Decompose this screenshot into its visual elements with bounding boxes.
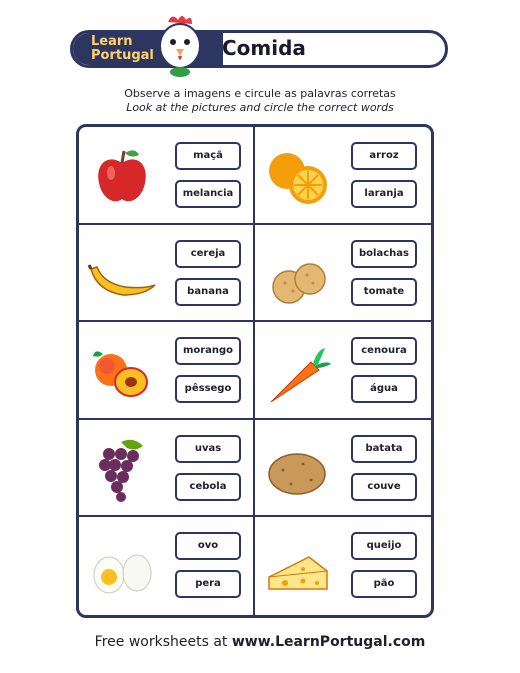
footer — [0, 634, 520, 650]
carrot-icon — [263, 336, 333, 406]
word-option[interactable]: tomate — [351, 278, 417, 306]
word-option[interactable]: cebola — [175, 473, 241, 501]
word-option[interactable]: água — [351, 375, 417, 403]
word-option[interactable]: pêssego — [175, 375, 241, 403]
cell-orange — [255, 127, 431, 225]
word-option[interactable]: arroz — [351, 142, 417, 170]
word-option[interactable]: ovo — [175, 532, 241, 560]
cell-eggs — [79, 517, 255, 615]
cell-banana — [79, 225, 255, 323]
cell-apple — [79, 127, 255, 225]
exercise-grid — [76, 124, 434, 618]
rooster-mascot-icon — [150, 12, 210, 78]
logo-line1: Learn — [91, 34, 133, 49]
eggs-icon — [87, 531, 157, 601]
cheese-icon — [263, 531, 333, 601]
word-option[interactable]: morango — [175, 337, 241, 365]
word-option[interactable]: pão — [351, 570, 417, 598]
page-title: Comida — [222, 36, 306, 60]
cell-cheese — [255, 517, 431, 615]
word-option[interactable]: laranja — [351, 180, 417, 208]
cell-carrot — [255, 322, 431, 420]
peach-icon — [87, 336, 157, 406]
word-option[interactable]: uvas — [175, 435, 241, 463]
cell-peach — [79, 322, 255, 420]
footer-site-link[interactable]: www.LearnPortugal.com — [231, 634, 426, 650]
word-option[interactable]: pera — [175, 570, 241, 598]
cell-grapes — [79, 420, 255, 518]
logo — [91, 35, 154, 63]
orange-icon — [263, 141, 333, 211]
instruction-portuguese: Observe a imagens e circule as palavras corretas — [124, 87, 396, 100]
instruction-english: Look at the pictures and circle the correct words — [126, 101, 394, 114]
grapes-icon — [87, 434, 157, 504]
word-option[interactable]: batata — [351, 435, 417, 463]
word-option[interactable]: banana — [175, 278, 241, 306]
word-option[interactable]: cereja — [175, 240, 241, 268]
word-option[interactable]: cenoura — [351, 337, 417, 365]
logo-line2: Portugal — [91, 48, 154, 63]
cookies-icon — [263, 239, 333, 309]
cell-cookies — [255, 225, 431, 323]
word-option[interactable]: melancia — [175, 180, 241, 208]
potato-icon — [263, 434, 333, 504]
word-option[interactable]: maçã — [175, 142, 241, 170]
apple-icon — [87, 141, 157, 211]
word-option[interactable]: bolachas — [351, 240, 417, 268]
cell-potato — [255, 420, 431, 518]
word-option[interactable]: queijo — [351, 532, 417, 560]
word-option[interactable]: couve — [351, 473, 417, 501]
footer-prefix: Free worksheets at — [94, 634, 232, 650]
banana-icon — [87, 239, 157, 309]
